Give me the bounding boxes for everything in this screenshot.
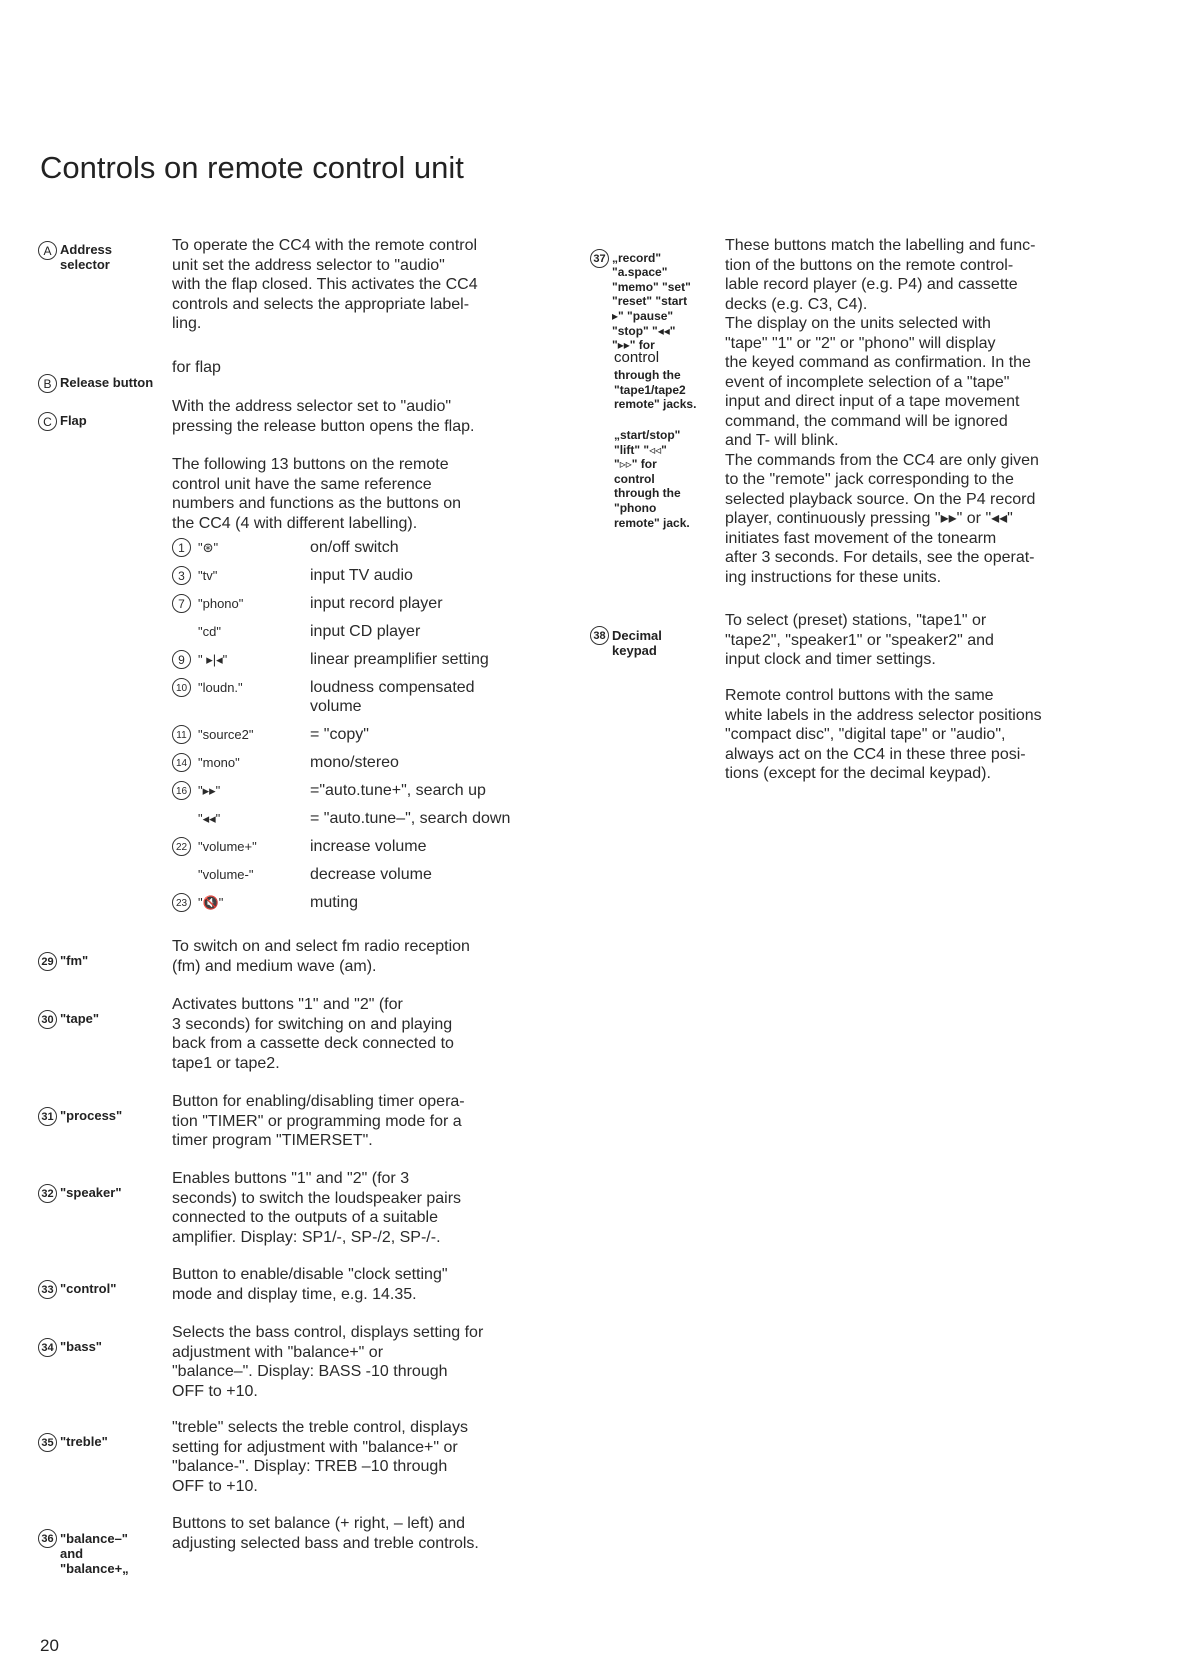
entry-label-process [38, 1092, 122, 1126]
button-number: 22 [172, 837, 191, 856]
button-number: 10 [172, 678, 191, 697]
entry-label-treble [38, 1418, 108, 1452]
button-number: 14 [172, 753, 191, 772]
record-controls-control-word: control [614, 349, 660, 366]
button-key: "🔇" [198, 895, 224, 910]
page-number: 20 [40, 1636, 59, 1655]
button-number: 3 [172, 566, 191, 585]
button-function: on/off switch [310, 539, 399, 556]
marker-circle-31: 31 [38, 1107, 57, 1126]
reference-buttons-intro: The following 13 buttons on the remote control unit have the same reference numbers and functions as the buttons on the CC4 (4 with different labelling). [172, 456, 462, 532]
button-key: "volume+" [198, 839, 257, 854]
treble-label: "treble" [60, 1433, 108, 1449]
button-function: input CD player [310, 623, 421, 640]
address-selector-label: Address selector [60, 242, 113, 272]
marker-circle-35: 35 [38, 1433, 57, 1452]
marker-circle-37: 37 [590, 249, 609, 268]
entry-label-decimal-keypad [590, 611, 662, 658]
entry-label-address-selector [38, 226, 112, 272]
flap-text: With the address selector set to "audio" pressing the release button opens the flap. [172, 398, 475, 435]
address-selector-text: To operate the CC4 with the remote control unit set the address selector to "audio" with the flap closed. This activates the CC4 controls and selects the appropriate label- ling. [172, 237, 478, 332]
entry-label-release-button [38, 359, 153, 393]
button-number: 16 [172, 781, 191, 800]
record-controls-text: These buttons match the labelling and func- tion of the buttons on the remote control- lable record player (e.g. P4) and cassette decks (e.g. C3, C4). The display on the units selected with "tape" "1" or "2" or "phono" will display the keyed command as confirmation. In the event of incomplete selection of a "tape" input and direct input of a tape movement command, the command will be ignored and T- will blink. The commands from the CC4 are only given to the "remote" jack corresponding to the selected playback source. On the P4 record player, continuously pressing "▸▸" or "◂◂" initiates fast movement of the tonearm after 3 seconds. For details, see the operat- ing instructions for these units. [725, 237, 1039, 586]
phono-controls-label: „start/stop" "lift" "◃◃" "▹▹" for control through the "phono remote" jack. [614, 428, 690, 530]
entry-label-fm [38, 937, 88, 971]
entry-label-bass [38, 1323, 102, 1357]
button-function: decrease volume [310, 866, 432, 883]
button-function: mono/stereo [310, 754, 399, 771]
balance-label: "balance–" and "balance+„ [60, 1531, 129, 1576]
button-function: = "copy" [310, 726, 369, 743]
button-function: input record player [310, 595, 443, 612]
control-text: Button to enable/disable "clock setting" mode and display time, e.g. 14.35. [172, 1266, 448, 1303]
button-number: 11 [172, 725, 191, 744]
flap-label: Flap [60, 412, 87, 428]
record-controls-jacks-label: through the "tape1/tape2 remote" jacks. [614, 368, 697, 412]
marker-circle-c: C [38, 412, 57, 431]
button-number: 1 [172, 538, 191, 557]
marker-circle-a: A [38, 241, 57, 260]
button-key: "volume-" [198, 867, 254, 882]
speaker-label: "speaker" [60, 1184, 122, 1200]
speaker-text: Enables buttons "1" and "2" (for 3 seconds) to switch the loudspeaker pairs connected to the outputs of a suitable amplifier. Display: SP1/-, SP-/2, SP-/-. [172, 1170, 462, 1246]
fm-text: To switch on and select fm radio reception (fm) and medium wave (am). [172, 938, 470, 975]
release-button-text: for flap [172, 359, 221, 376]
decimal-keypad-text: To select (preset) stations, "tape1" or "tape2", "speaker1" or "speaker2" and input clock and timer settings. [725, 612, 994, 668]
button-function: input TV audio [310, 567, 413, 584]
button-key: " ▸|◂" [198, 652, 228, 667]
button-key: "phono" [198, 596, 244, 611]
record-controls-label: „record" "a.space" "memo" "set" "reset" "start ▸" "pause" "stop" "◂◂" "▸▸" for [612, 250, 691, 353]
button-key: "⊛" [198, 540, 219, 555]
button-function: ="auto.tune+", search up [310, 782, 486, 799]
button-number: 23 [172, 893, 191, 912]
release-button-label: Release button [60, 374, 154, 390]
button-function: muting [310, 894, 359, 911]
button-key: "mono" [198, 755, 240, 770]
button-number: 9 [172, 650, 191, 669]
marker-circle-30: 30 [38, 1010, 57, 1029]
marker-circle-33: 33 [38, 1280, 57, 1299]
entry-label-control [38, 1265, 116, 1299]
tape-label: "tape" [60, 1010, 100, 1026]
entry-label-tape [38, 995, 99, 1029]
button-function: loudness compensated volume [310, 679, 475, 715]
tape-text: Activates buttons "1" and "2" (for 3 seconds) for switching on and playing back from a cassette deck connected to tape1 or tape2. [172, 996, 454, 1072]
button-key: "cd" [198, 624, 221, 639]
button-key: "loudn." [198, 680, 243, 695]
button-number: 7 [172, 594, 191, 613]
process-text: Button for enabling/disabling timer opera- tion "TIMER" or programming mode for a timer program "TIMERSET". [172, 1093, 465, 1149]
entry-label-flap [38, 397, 87, 431]
control-label: "control" [60, 1280, 117, 1296]
balance-text: Buttons to set balance (+ right, – left) and adjusting selected bass and treble controls. [172, 1515, 479, 1552]
entry-label-speaker [38, 1169, 121, 1203]
button-function: = "auto.tune–", search down [310, 810, 511, 827]
button-key: "▸▸" [198, 783, 221, 798]
white-labels-note: Remote control buttons with the same white labels in the address selector positions "compact disc", "digital tape" or "audio", always act on the CC4 in these three posi- tions (except for the decimal keypad). [725, 687, 1042, 782]
decimal-keypad-label: Decimal keypad [612, 628, 662, 658]
bass-label: "bass" [60, 1338, 102, 1354]
marker-circle-38: 38 [590, 626, 609, 645]
button-function: increase volume [310, 838, 427, 855]
process-label: "process" [60, 1107, 123, 1123]
button-key: "tv" [198, 568, 218, 583]
button-key: "source2" [198, 727, 254, 742]
entry-label-record-controls [590, 234, 691, 353]
marker-circle-b: B [38, 374, 57, 393]
fm-label: "fm" [60, 952, 89, 968]
marker-circle-36: 36 [38, 1529, 57, 1548]
entry-label-balance [38, 1514, 129, 1576]
treble-text: "treble" selects the treble control, displays setting for adjustment with "balance+" or "balance-". Display: TREB –10 through OFF to +10. [172, 1419, 468, 1495]
bass-text: Selects the bass control, displays setting for adjustment with "balance+" or "balance–". Display: BASS -10 through OFF to +10. [172, 1324, 484, 1400]
marker-circle-29: 29 [38, 952, 57, 971]
page-title: Controls on remote control unit [40, 150, 464, 185]
marker-circle-34: 34 [38, 1338, 57, 1357]
button-key: "◂◂" [198, 811, 221, 826]
marker-circle-32: 32 [38, 1184, 57, 1203]
button-function: linear preamplifier setting [310, 651, 489, 668]
